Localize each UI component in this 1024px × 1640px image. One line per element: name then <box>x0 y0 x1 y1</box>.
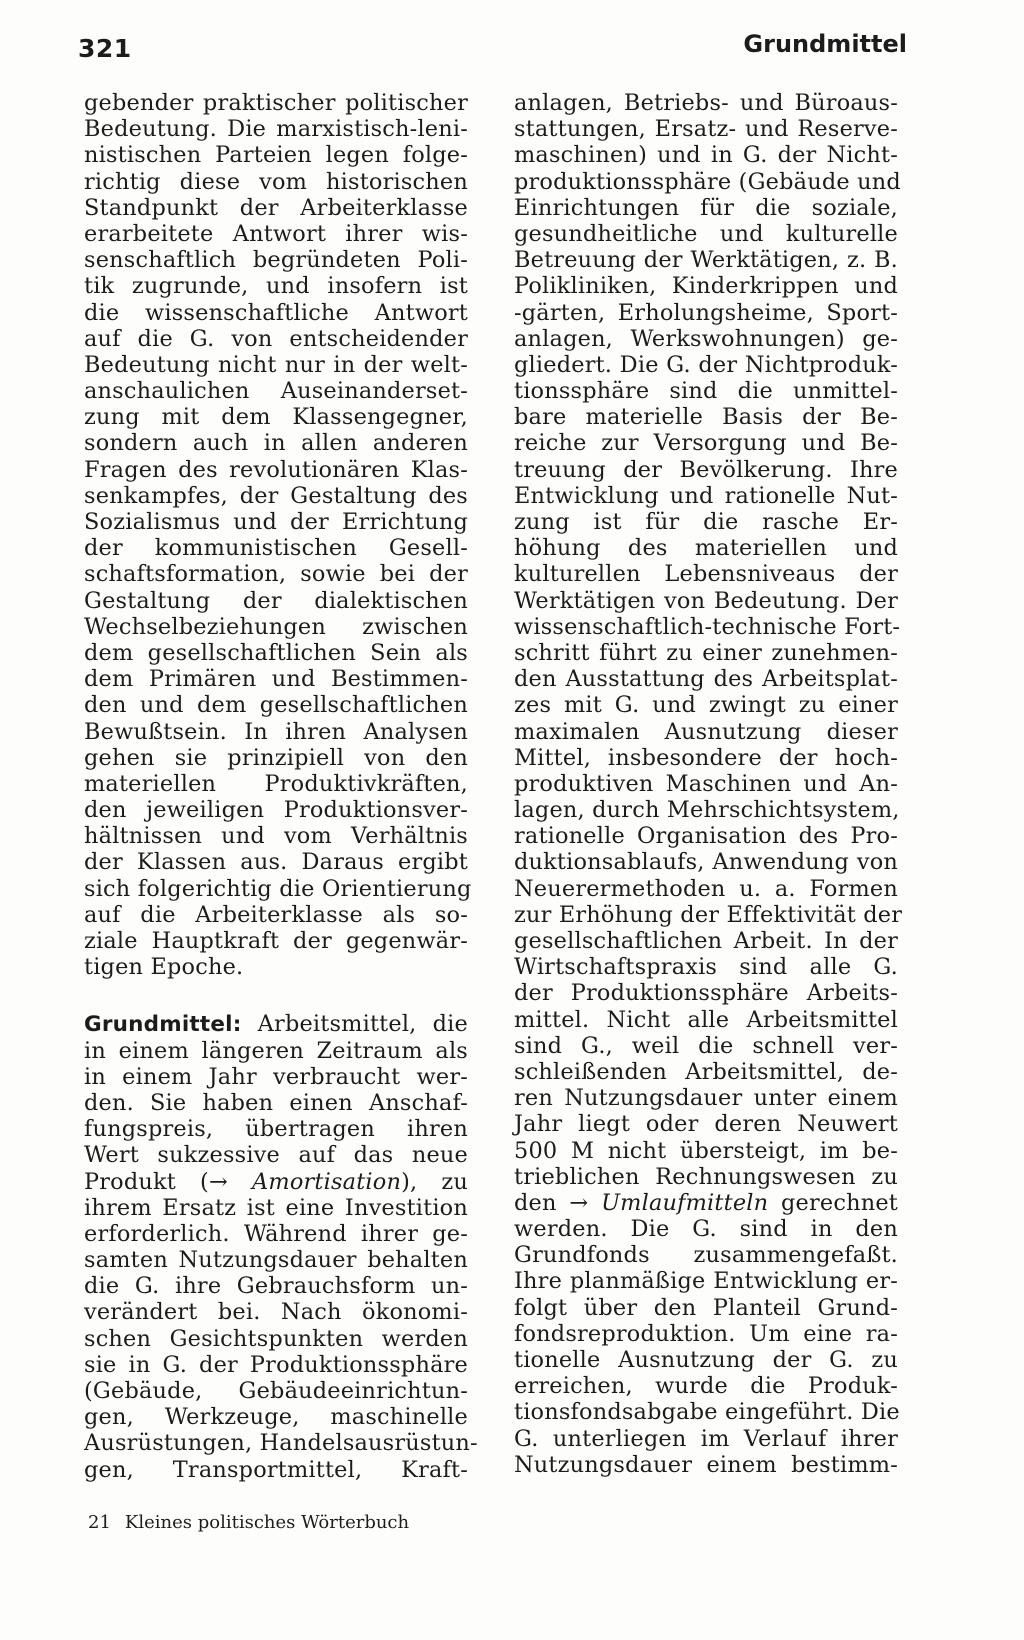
text-line: nistischen Parteien legen folge- <box>84 142 468 169</box>
text-line: schen Gesichtspunkten werden <box>84 1325 468 1352</box>
text-line: Nutzungsdauer einem bestimm- <box>514 1451 898 1478</box>
text-line: anlagen, Betriebs- und Büroaus- <box>514 90 898 116</box>
text-line: gen, Werkzeuge, maschinelle <box>84 1404 468 1431</box>
text-line: der kommunistischen Gesell- <box>84 535 468 562</box>
text-line: ren Nutzungsdauer unter einem <box>514 1085 898 1112</box>
text-line: (Gebäude, Gebäudeeinrichtun- <box>84 1378 468 1404</box>
text-line: Grundfonds zusammengefaßt. <box>514 1242 898 1269</box>
text-line: lagen, durch Mehrschichtsystem, <box>514 797 900 824</box>
text-line: senschaftlich begründeten Poli- <box>84 247 468 274</box>
text-line: höhung des materiellen und <box>514 535 898 562</box>
text-line: tionssphäre sind die unmittel- <box>514 378 898 405</box>
text-line: tionsfondsabgabe eingeführt. Die <box>514 1399 900 1426</box>
text-line: sondern auch in allen anderen <box>84 430 468 457</box>
text-line: folgt über den Planteil Grund- <box>514 1294 898 1321</box>
text-line: den. Sie haben einen Anschaf- <box>84 1089 468 1116</box>
text-line: gesundheitliche und kulturelle <box>514 220 898 247</box>
text-line: schaftsformation, sowie bei der <box>84 561 468 588</box>
text-line: Mittel, insbesondere der hoch- <box>514 744 898 771</box>
text-line: Einrichtungen für die soziale, <box>514 194 898 221</box>
text-line <box>514 1190 898 1216</box>
text-line: stattungen, Ersatz- und Reserve- <box>514 116 898 143</box>
text-line: dem gesellschaftlichen Sein als <box>84 639 468 666</box>
text-line: dem Primären und Bestimmen- <box>84 666 468 693</box>
cross-reference-link[interactable]: Amortisation <box>252 1168 402 1195</box>
text-line: die wissenschaftliche Antwort <box>84 299 468 326</box>
text-line: fungspreis, übertragen ihren <box>84 1116 468 1143</box>
text-line: der Produktionssphäre Arbeits- <box>514 980 898 1007</box>
left-column <box>84 90 478 1483</box>
text-line: sie in G. der Produktionssphäre <box>84 1351 468 1378</box>
text-line: kulturellen Lebensniveaus der <box>514 561 898 588</box>
text-line: erarbeitete Antwort ihrer wis- <box>84 220 468 247</box>
text-line: Bewußtsein. In ihren Analysen <box>84 718 468 745</box>
text-line: Ausrüstungen, Handelsausrüstun- <box>84 1430 478 1457</box>
running-head: Grundmittel <box>743 30 907 58</box>
page-number: 321 <box>78 34 132 63</box>
text-line: Entwicklung und rationelle Nut- <box>514 482 898 509</box>
text-line: treuung der Bevölkerung. Ihre <box>514 456 898 483</box>
text-line: zung mit dem Klassengegner, <box>84 404 468 431</box>
text-line: hältnissen und vom Verhältnis <box>84 823 468 850</box>
text-line: Neuerermethoden u. a. Formen <box>514 875 898 902</box>
text-line <box>84 1169 468 1195</box>
text-line: gehen sie prinzipiell von den <box>84 744 468 771</box>
text-line: zur Erhöhung der Effektivität der <box>514 901 903 928</box>
text-line: Wert sukzessive auf das neue <box>84 1142 468 1169</box>
text-line: Wirtschaftspraxis sind alle G. <box>514 954 898 981</box>
entry-text: Arbeitsmittel, die <box>257 1011 468 1038</box>
dictionary-entry <box>84 1011 478 1483</box>
text-line: gebender praktischer politischer <box>84 90 468 116</box>
text-line: werden. Die G. sind in den <box>514 1216 898 1243</box>
text-line: senkampfes, der Gestaltung des <box>84 482 468 509</box>
text-line: schleißenden Arbeitsmittel, de- <box>514 1058 898 1085</box>
text-line: Polikliniken, Kinderkrippen und <box>514 273 898 300</box>
text-line: gliedert. Die G. der Nichtproduk- <box>514 351 898 378</box>
text-line: Standpunkt der Arbeiterklasse <box>84 194 468 221</box>
ref-suffix: gerechnet <box>768 1189 898 1216</box>
text-line: den jeweiligen Produktionsver- <box>84 797 468 824</box>
text-line: Ihre planmäßige Entwicklung er- <box>514 1268 898 1295</box>
entry-first-line <box>84 1011 468 1037</box>
text-line: Fragen des revolutionären Klas- <box>84 456 468 483</box>
text-line: erforderlich. Während ihrer ge- <box>84 1220 468 1247</box>
text-line: G. unterliegen im Verlauf ihrer <box>514 1425 898 1452</box>
text-line: zes mit G. und zwingt zu einer <box>514 692 898 719</box>
text-line: den und dem gesellschaftlichen <box>84 692 468 719</box>
text-line: -gärten, Erholungsheime, Sport- <box>514 299 898 326</box>
text-line: in einem Jahr verbraucht wer- <box>84 1063 468 1090</box>
entry-term: Grundmittel: <box>84 1012 242 1038</box>
text-line: der Klassen aus. Daraus ergibt <box>84 849 468 876</box>
text-line: 500 M nicht übersteigt, im be- <box>514 1137 898 1164</box>
text-line: sich folgerichtig die Orientierung <box>84 875 472 902</box>
text-line: tigen Epoche. <box>84 954 244 981</box>
ref-prefix: den → <box>514 1189 602 1216</box>
text-line: maximalen Ausnutzung dieser <box>514 718 898 745</box>
text-line: tionelle Ausnutzung der G. zu <box>514 1347 898 1373</box>
text-line: auf die G. von entscheidender <box>84 325 468 352</box>
text-line: Jahr liegt oder deren Neuwert <box>514 1111 898 1138</box>
text-line: erreichen, wurde die Produk- <box>514 1373 898 1400</box>
text-line: produktiven Maschinen und An- <box>514 770 898 797</box>
text-line: auf die Arbeiterklasse als so- <box>84 901 468 928</box>
text-line: ihrem Ersatz ist eine Investition <box>84 1194 468 1221</box>
text-line: anschaulichen Auseinanderset- <box>84 378 468 405</box>
text-line: Bedeutung nicht nur in der welt- <box>84 351 468 378</box>
text-line: Gestaltung der dialektischen <box>84 587 468 614</box>
text-line: anlagen, Werkswohnungen) ge- <box>514 325 898 352</box>
text-line: sind G., weil die schnell ver- <box>514 1032 898 1059</box>
book-title: Kleines politisches Wörterbuch <box>124 1512 410 1533</box>
text-line: wissenschaftlich-technische Fort- <box>514 613 901 640</box>
text-line: reiche zur Versorgung und Be- <box>514 430 898 457</box>
text-line: Sozialismus und der Errichtung <box>84 509 468 535</box>
text-line: richtig diese vom historischen <box>84 168 468 195</box>
text-line: duktionsablaufs, Anwendung von <box>514 849 898 876</box>
text-line: ziale Hauptkraft der gegenwär- <box>84 928 468 954</box>
text-line: fondsreproduktion. Um eine ra- <box>514 1320 898 1347</box>
text-line: Wechselbeziehungen zwischen <box>84 613 468 640</box>
right-column <box>514 90 903 1478</box>
text-line: maschinen) und in G. der Nicht- <box>514 142 898 169</box>
text-line: gen, Transportmittel, Kraft- <box>84 1456 468 1483</box>
text-line: in einem längeren Zeitraum als <box>84 1037 468 1064</box>
text-line: trieblichen Rechnungswesen zu <box>514 1163 898 1190</box>
page-footer <box>88 1512 423 1533</box>
text-line: bare materielle Basis der Be- <box>514 404 898 431</box>
signature-number: 21 <box>88 1512 111 1533</box>
ref-suffix: ), zu <box>401 1168 469 1195</box>
text-line: den Ausstattung des Arbeitsplat- <box>514 666 898 693</box>
text-line: rationelle Organisation des Pro- <box>514 823 898 850</box>
text-line: zung ist für die rasche Er- <box>514 509 898 535</box>
text-line: gesellschaftlichen Arbeit. In der <box>514 928 898 954</box>
text-line: tik zugrunde, und insofern ist <box>84 273 468 300</box>
text-line: Bedeutung. Die marxistisch-leni- <box>84 116 468 143</box>
ref-prefix: Produkt (→ <box>84 1168 253 1195</box>
cross-reference-link[interactable]: Umlaufmitteln <box>601 1189 769 1216</box>
text-line: schritt führt zu einer zunehmen- <box>514 639 898 666</box>
paragraph-continuation <box>84 90 472 981</box>
text-line: mittel. Nicht alle Arbeitsmittel <box>514 1006 898 1033</box>
text-line: verändert bei. Nach ökonomi- <box>84 1299 468 1326</box>
text-line: samten Nutzungsdauer behalten <box>84 1247 468 1274</box>
text-line: Betreuung der Werktätigen, z. B. <box>514 247 898 274</box>
text-line: die G. ihre Gebrauchsform un- <box>84 1273 468 1300</box>
text-line: produktionssphäre (Gebäude und <box>514 168 901 195</box>
text-line: Werktätigen von Bedeutung. Der <box>514 587 898 614</box>
text-line: materiellen Produktivkräften, <box>84 770 468 797</box>
